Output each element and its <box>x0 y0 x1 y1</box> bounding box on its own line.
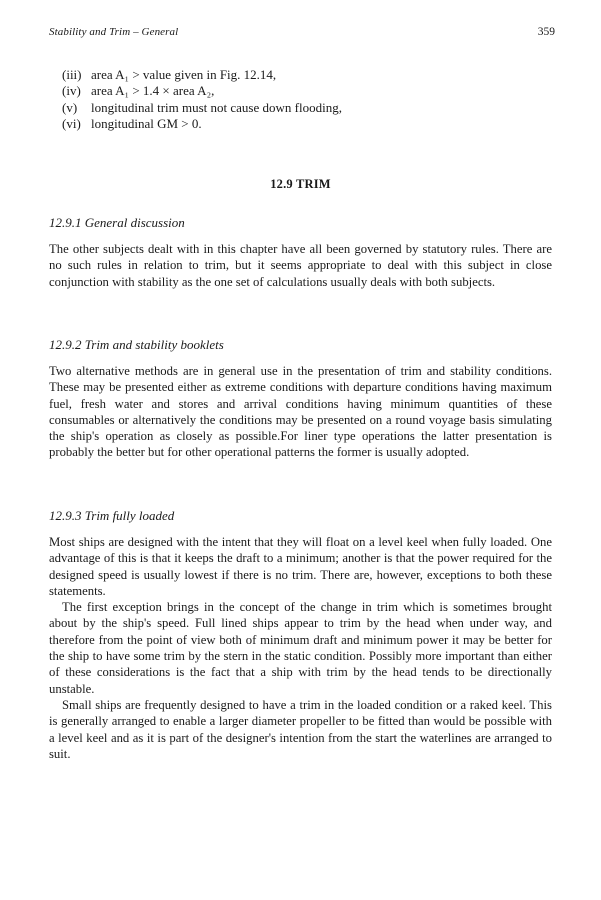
subsection-trim-fully-loaded <box>49 508 552 762</box>
subsection-heading: 12.9.3 Trim fully loaded <box>49 508 175 523</box>
paragraph: Two alternative methods are in general use in the presentation of trim and stability conditions. These may be presented either as extreme conditions with departure conditions having maximum fuel, fresh water and stores and arrival conditions having minimum quantities of these consumables or alternatively the conditions may be presented on a round voyage basis simulating the ship's operation as closely as possible.For liner type operations the latter presentation is probably the better but for other operational patterns the former is usually adopted. <box>49 364 552 460</box>
subsection-heading: 12.9.1 General discussion <box>49 215 185 230</box>
criterion-item <box>62 83 542 99</box>
paragraph: The first exception brings in the concept of the change in trim which is sometimes brought about by the ship's speed. Full lined ships appear to trim by the head when under way, and therefore from the point of view both of minimum draft and minimum power it may be better for the ship to have some trim by the stern in the static condition. Possibly more important than either of these considerations is the fact that a ship with trim by the head tends to be directionally unstable. <box>49 600 552 696</box>
criterion-item <box>62 100 542 116</box>
criterion-number: (v) <box>62 99 78 115</box>
criterion-item <box>62 67 542 83</box>
subsection-trim-stability-booklets <box>49 337 552 461</box>
criterion-text: area A₁ > 1.4 × area A₂, <box>91 83 215 99</box>
criterion-number: (iv) <box>62 83 81 99</box>
running-head: Stability and Trim – General <box>49 26 179 38</box>
section-title: 12.9 TRIM <box>270 177 331 191</box>
criterion-number: (vi) <box>62 115 81 131</box>
subsection-heading: 12.9.2 Trim and stability booklets <box>49 337 224 352</box>
criterion-number: (iii) <box>62 67 82 82</box>
paragraph: The other subjects dealt with in this chapter have all been governed by statutory rules. There are no such rules in relation to trim, but it seems appropriate to deal with this subject in close conjunction with stability as the one set of calculations usually deals with both subjects. <box>49 242 552 289</box>
paragraph: Most ships are designed with the intent that they will float on a level keel when fully loaded. One advantage of this is that it keeps the draft to a minimum; another is that the power required for the designed speed is usually lowest if there is no trim. There are, however, exceptions to both these statements. <box>49 535 552 598</box>
criterion-text: longitudinal GM > 0. <box>91 115 202 131</box>
criterion-text: area A₁ > value given in Fig. 12.14, <box>91 67 277 82</box>
criterion-item <box>62 116 542 132</box>
paragraph: Small ships are frequently designed to have a trim in the loaded condition or a raked keel. This is generally arranged to enable a larger diameter propeller to be fitted than would be possible with a level keel and as it is part of the designer's intention from the start the waterlines are arranged to suit. <box>49 697 552 761</box>
subsection-general-discussion <box>49 215 552 290</box>
page-number: 359 <box>537 26 555 38</box>
criteria-list <box>62 67 542 132</box>
criterion-text: longitudinal trim must not cause down flooding, <box>91 99 342 115</box>
